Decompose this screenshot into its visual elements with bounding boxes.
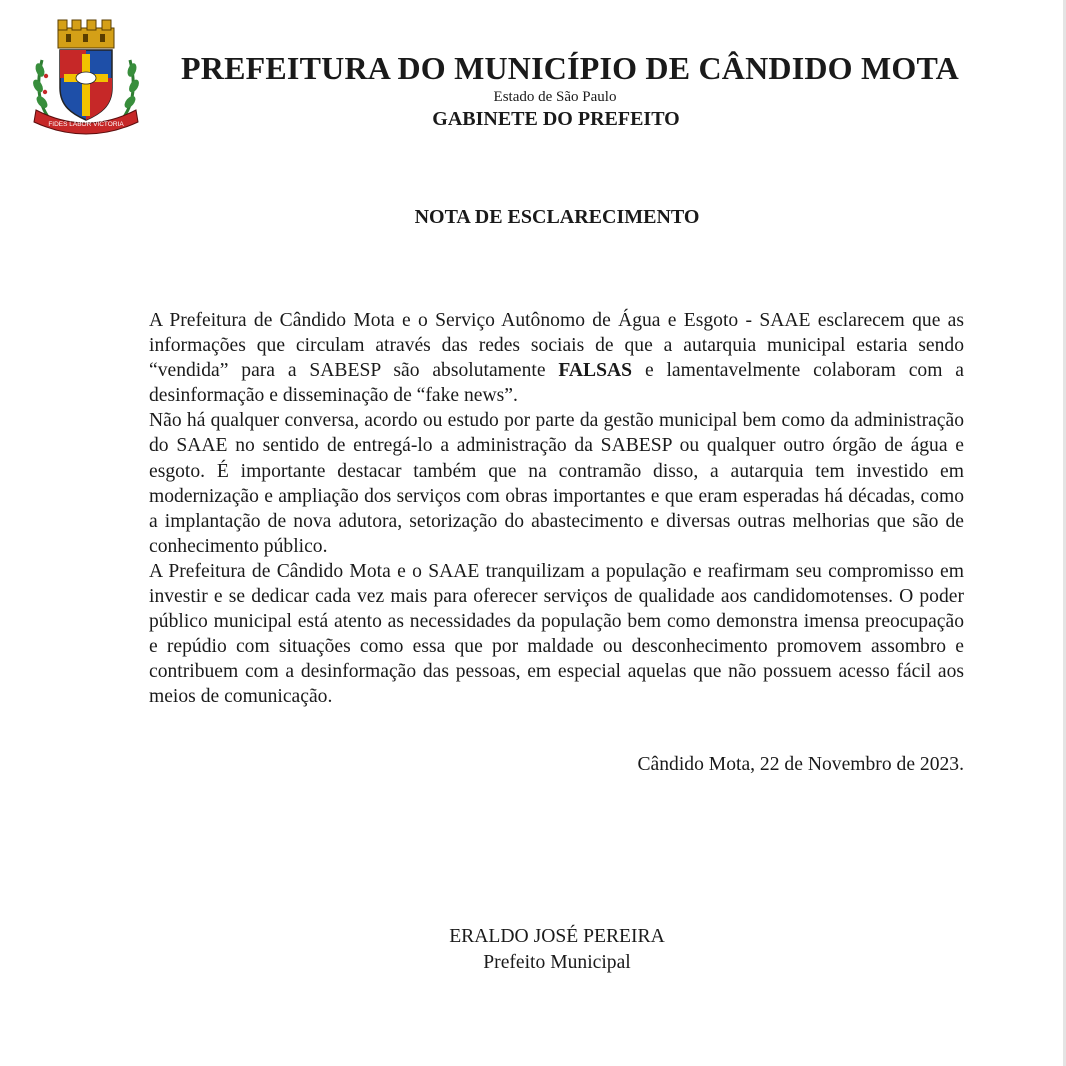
document-title: NOTA DE ESCLARECIMENTO (414, 206, 700, 228)
emphasis-falsas: FALSAS (558, 360, 633, 382)
paragraph-1-tail: e lamentavelmente colaboram com a desinformação e disseminação de “fake news”. (149, 360, 964, 407)
paragraph-3: A Prefeitura de Cândido Mota e o SAAE tranquilizam a população e reafirmam seu compromisso em investir e se dedicar cada vez mais para oferecer serviços de qualidade aos candidomotenses. O poder público municipal está atento as necessidades da população bem como demonstra imensa preocupação e repúdio com situações como essa que por maldade ou desconhecimento promovem assombro e contribuem com a desinformação das pessoas, em especial aquelas que não possuem acesso fácil aos meios de comunicação. (149, 560, 964, 708)
paragraph-1 (149, 308, 964, 408)
header-state: Estado de São Paulo (493, 89, 617, 105)
document-body (149, 308, 964, 710)
coat-of-arms-icon (30, 14, 142, 138)
paragraph-1-lead: A Prefeitura de Cândido Mota e o Serviço Autônomo de Água e Esgoto - SAAE esclarecem que as informações que circulam através das redes sociais de que a autarquia municipal estaria sendo “vendida” para a SABESP são absolutamente (149, 310, 964, 382)
paragraph-2: Não há qualquer conversa, acordo ou estudo por parte da gestão municipal bem como da administração do SAAE no sentido de entregá-lo a administração da SABESP ou qualquer outro órgão de água e esgoto. É importante destacar também que na contramão disso, a autarquia tem investido em modernização e ampliação dos serviços com obras importantes e que eram esperadas há décadas, como a implantação de nova adutora, setorização do abastecimento e diversas outras melhorias que são de conhecimento público. (149, 410, 964, 557)
header-title: PREFEITURA DO MUNICÍPIO DE CÂNDIDO MOTA (181, 50, 959, 86)
header-department: GABINETE DO PREFEITO (432, 108, 680, 130)
signature-role: Prefeito Municipal (483, 952, 631, 973)
svg-text:FIDES LABOR VICTORIA: FIDES LABOR VICTORIA (48, 121, 124, 128)
signature-name: ERALDO JOSÉ PEREIRA (449, 926, 665, 947)
document-date: Cândido Mota, 22 de Novembro de 2023. (637, 754, 964, 775)
